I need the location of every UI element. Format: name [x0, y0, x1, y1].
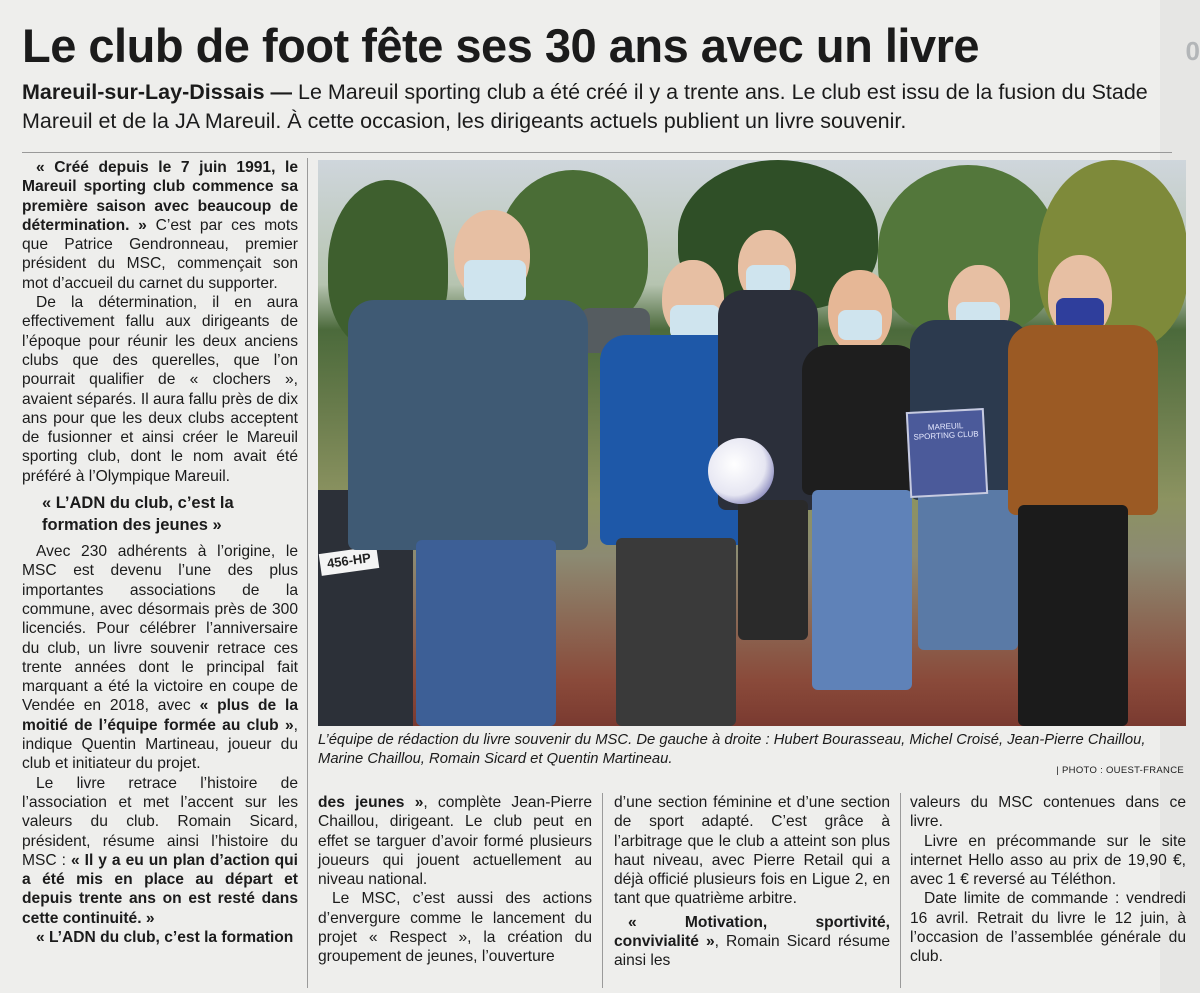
- column-divider: [900, 793, 901, 988]
- col1-paragraph-3: [22, 542, 298, 774]
- article-column-3: [614, 793, 890, 971]
- football: [708, 438, 774, 504]
- header-rule: [22, 152, 1172, 153]
- photo-caption: L’équipe de rédaction du livre souvenir du MSC. De gauche à droite : Hubert Bourasseau, Michel Croisé, Jean-Pierre Chaillou, Marine Chaillou, Romain Sicard et Quentin Martineau.: [318, 732, 1146, 767]
- col1-p3-quote: « plus de la moitié de l’équipe formée au club »: [22, 697, 298, 734]
- col1-p3-text-b: , indique Quentin Martineau, joueur du club et initiateur du projet.: [22, 716, 298, 773]
- article-column-4: [910, 793, 1186, 967]
- photo-credit: | PHOTO : OUEST-FRANCE: [1056, 765, 1184, 776]
- col3-paragraph-2: [614, 913, 890, 971]
- lead-dateline: Mareuil-sur-Lay-Dissais —: [22, 80, 293, 104]
- article-column-1: [22, 158, 298, 947]
- col2-paragraph-2: Le MSC, c’est aussi des actions d’envergure comme le lancement du projet « Respect », la création du groupement de jeunes, l’ouverture: [318, 890, 592, 966]
- souvenir-book: MAREUIL SPORTING CLUB: [906, 408, 988, 498]
- face-mask: [464, 260, 526, 302]
- col2-quote-end: des jeunes »: [318, 794, 424, 811]
- col3-quote: « Motivation, sportivité, convivialité »: [614, 913, 890, 951]
- lead-paragraph: [22, 78, 1172, 136]
- column-divider: [307, 158, 308, 988]
- col1-paragraph-4: [22, 774, 298, 928]
- col1-paragraph-1: [22, 158, 298, 293]
- adjacent-page-letter: 0: [1185, 36, 1200, 66]
- jeans: [918, 490, 1018, 650]
- col3-p2-text: , Romain Sicard résume ainsi les: [614, 933, 890, 970]
- col1-quote: « Créé depuis le 7 juin 1991, le Mareuil sporting club commence sa première saison avec beaucoup de détermination. »: [22, 159, 298, 234]
- subheading: « L’ADN du club, c’est la formation des jeunes »: [42, 494, 234, 535]
- trousers: [616, 538, 736, 726]
- col4-paragraph-3: Date limite de commande : vendredi 16 avril. Retrait du livre le 12 juin, à l’occasion de l’assemblée générale du club.: [910, 890, 1186, 966]
- team-photo: [318, 160, 1186, 726]
- article-column-2: [318, 793, 592, 967]
- license-plate: 456-HP: [319, 546, 379, 576]
- jeans: [416, 540, 556, 726]
- leather-jacket: [802, 345, 922, 495]
- col1-paragraph-5: [22, 928, 298, 947]
- col2-p1-text: , complète Jean-Pierre Chaillou, dirigeant. Le club peut en effet se targuer d’avoir formé plusieurs joueurs qui jouent actuellement au niveau national.: [318, 794, 593, 889]
- col1-p4-quote: « Il y a eu un plan d’action qui a été mis en place au départ et depuis trente ans on est resté dans cette continuité. »: [22, 851, 299, 927]
- column-divider: [602, 793, 603, 988]
- sweater: [348, 300, 588, 550]
- face-mask: [838, 310, 882, 340]
- col1-p3-text-a: Avec 230 adhérents à l’origine, le MSC est devenu l’une des plus importantes associations de la commune, avec désormais près de 300 licenciés. Pour célébrer l’anniversaire du club, un livre souvenir retrace ces trente années dont le principal fait marquant a été la victoire en coupe de Vendée en 2018, avec: [22, 543, 298, 715]
- jeans: [812, 490, 912, 690]
- col2-paragraph-1: [318, 793, 592, 889]
- jacket: [1008, 325, 1158, 515]
- face-mask: [670, 305, 720, 339]
- col1-p5-quote: « L’ADN du club, c’est la formation: [36, 928, 294, 946]
- lead-text: Le Mareuil sporting club a été créé il y a trente ans. Le club est issu de la fusion du Stade Mareuil et de la JA Mareuil. À cette occasion, les dirigeants actuels publient un livre souvenir.: [22, 80, 1148, 133]
- headline: Le club de foot fête ses 30 ans avec un livre: [22, 19, 980, 72]
- col4-paragraph-2: Livre en précommande sur le site internet Hello asso au prix de 19,90 €, avec 1 € reversé au Téléthon.: [910, 832, 1186, 889]
- trousers: [738, 500, 808, 640]
- trousers: [1018, 505, 1128, 726]
- col1-paragraph-2: De la détermination, il en aura effectivement fallu aux dirigeants de l’époque pour réunir les deux anciens clubs que des querelles, que l’on pourrait qualifier de « clochers », avaient séparés. Il aura fallu près de dix ans pour que les deux clubs acceptent de fusionner et ainsi créer le Mareuil sporting club, dont le nom avait été préféré à l’Olympique Mareuil.: [22, 294, 298, 485]
- col3-paragraph-1: d’une section féminine et d’une section de sport adapté. C’est grâce à l’arbitrage que le club a atteint son plus haut niveau, avec Pierre Retail qui a déjà officié plusieurs fois en Ligue 2, en tant que quatrième arbitre.: [614, 794, 890, 908]
- col4-paragraph-1: valeurs du MSC contenues dans ce livre.: [910, 794, 1186, 831]
- col1-p1-text: C’est par ces mots que Patrice Gendronneau, premier président du MSC, commençait son mot d’accueil du carnet du supporter.: [22, 216, 298, 292]
- col1-p4-text: Le livre retrace l’histoire de l’association et met l’accent sur les valeurs du club. Romain Sicard, président, résume ainsi l’histoire du MSC :: [22, 774, 298, 869]
